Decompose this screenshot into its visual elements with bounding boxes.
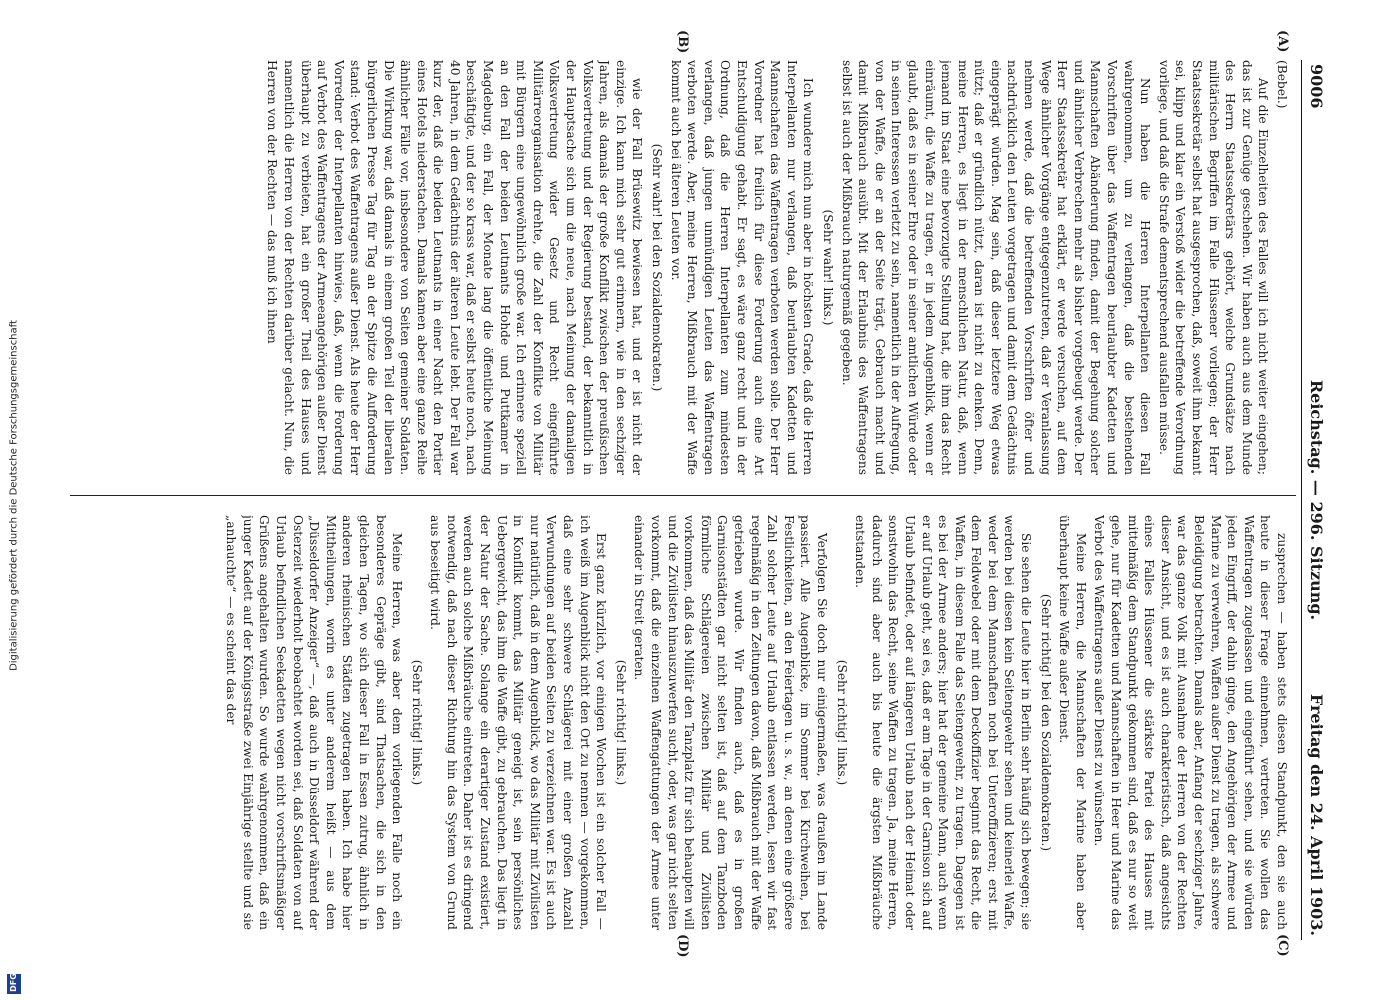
left-column: [70, 60, 1290, 475]
paragraph: Meine Herren, die Mannschaften der Marine haben aber überhaupt keine Waffe außer Dienst.: [1057, 515, 1088, 930]
header-date: Freitag den 24. April 1903.: [1307, 693, 1326, 936]
header-title: Reichstag. — 296. Sitzung.: [1307, 379, 1326, 621]
paragraph: Nun haben die Herren Interpellanten diesen Fall wahrgenommen, um zu verlangen, daß die bestehenden Vorschriften über das Waffentragen beurlaubter Kadetten und Mannschaften Abänderung finden, damit der Begehung solcher und ähnlicher Verbrechen mehr als bisher vorgebeugt werde. Der Herr Staatssekretär hat erklärt, er werde versuchen, auf dem Wege ähnlicher Vorgänge entgegenzutreten, daß er Veranlassung nehmen werde, daß die betreffenden Vorschriften öfter und nachdrücklich den Leuten vorgetragen und damit dem Gedächtnis eingeprägt würden. Mag sein, daß dieser letztere Weg etwas nützt; daß er gründlich nützt, daran ist nicht zu denken. Denn, meine Herren, es liegt in der menschlichen Natur, daß, wenn jemand im Staat eine bevorzugte Stellung hat, die ihm das Recht einräumt, die Waffe zu tragen, er in jedem Augenblick, wenn er glaubt, daß es in seiner Ehre oder in seiner amtlichen Würde oder in seinen Interessen verletzt zu sein, namentlich in der Aufregung, von der Waffe, die er an der Seite trägt, Gebrauch macht und damit Mißbrauch ausübt. Mit der Erlaubnis des Waffentragens selbst ist auch der Mißbrauch naturgemäß gegeben.: [839, 60, 1153, 475]
digitization-credit-strip: [4, 0, 20, 1000]
page-number: 9006: [1307, 64, 1326, 109]
margin-marker-b: (B): [675, 30, 690, 54]
paragraph: Ich wundere mich nun aber in höchsten Grade, daß die Herren Interpellanten nur verlangen, daß beurlaubten Kadetten und Mannschaften das Waffentragen verboten werden solle. Der Herr Vorredner hat freilich für diese Forderung auch eine Art Entschuldigung gehabt. Er sagt, es wäre ganz recht und in der Ordnung, daß die Herren Interpellanten zum mindesten verlangen, daß jungen unmündigen Leuten das Waffentragen verboten werde. Aber, meine Herren, Mißbrauch mit der Waffe kommt auch bei älteren Leuten vor.: [668, 60, 816, 475]
rotated-page: [50, 30, 1330, 958]
paragraph: Verfolgen Sie doch nur einigermaßen, was draußen im Lande passiert. Alle Augenblicke, im Sommer bei Kirchweihen, bei Festlichkeiten, an den Feiertagen u. s. w., an denen eine größere Zahl solcher Leute auf Urlaub entlassen werden, lesen wir fast regelmäßig in den Zeitungen davon, daß Mißbrauch mit der Waffe getrieben wurde. Wir finden auch, daß es in großen Garnisonstädten gar nicht selten ist, daß auf dem Tanzboden förmliche Schlägereien zwischen Militär und Zivilisten vorkommen, daß das Militär den Tanzplatz für sich behaupten will und die Zivilisten hinauszuwerfen sucht, oder, was gar nicht selten vorkommt, daß die einzelnen Waffengattungen der Armee unter einander in Streit geraten.: [632, 515, 829, 930]
interjection: (Sehr richtig! links.): [613, 659, 628, 786]
interjection: (Sehr wahr! links.): [820, 209, 835, 326]
interjection: (Sehr wahr! bei den Sozialdemokraten.): [650, 143, 665, 392]
paragraph: Meine Herren, was aber dem vorliegenden Falle noch ein besonderes Gepräge gibt, sind Thatsachen, die sich in den gleichen Tagen, wo sich dieser Fall in Essen zutrug, ähnlich in anderen rheinischen Städten zugetragen haben. Ich habe hier Mittheilungen, worin es unter anderem heißt — aus dem „Düsseldorfer Anzeiger“ —, daß auch in Düsseldorf während der Osterzeit wiederholt beobachtet worden sei, daß Soldaten von auf Urlaub befindlichen Seekadetten wegen nicht vorschriftsmäßiger Grüßens angehalten wurden. So wurde wahrgenommen, daß ein junger Kadett auf der Königsstraße zwei Einjährige stellte und sie „anhauchte“ — es scheint das der: [224, 515, 405, 930]
right-column: [70, 515, 1290, 930]
digitization-credit-text: Digitalisierung gefördert durch die Deutsche Forschungsgemeinschaft: [8, 320, 20, 671]
margin-marker-c: (C): [1275, 934, 1290, 957]
speaker-name: (Bebel.): [1275, 60, 1289, 109]
paragraph: zusprechen — haben stets diesen Standpunkt, den sie auch heute in dieser Frage einnehmen, vertreten. Sie wollen das Waffentragen zugelassen und eingeführt sehen, und sie würden jeden Eingriff, der dahin ginge, den Angehörigen der Armee und Marine zu verwehren, Waffen außer Dienst zu tragen, als schwere Beleidigung betrachten. Damals aber, Anfang der sechziger Jahre, war das ganze Volk mit Ausnahme der Herren von der Rechten dieser Ansicht, und es ist auch charakteristisch, daß angesichts eines Falles Hüssener die stärkste Partei des Hauses mit mittelmäßig dem Standpunkt gekommen sind, daß es nur so weit gehe, nur für Kadetten und Mannschaften in Heer und Marine das Verbot des Waffentragens außer Dienst zu wünschen.: [1092, 515, 1289, 930]
margin-marker-d: (D): [675, 934, 690, 958]
page-header: [1301, 60, 1330, 940]
paragraph: Sie sehen die Leute hier in Berlin sehr häufig sich bewegen; sie werden bei diesen kein Seitengewehr sehen und keinerlei Waffe, weder bei dem Mannschaften noch bei Unteroffizieren; erst mit dem Feldwebel oder mit dem Deckoffizier beginnt das Recht, die Waffen, in diesem Falle das Seitengewehr, zu tragen. Dagegen ist es bei der Armee anders; hier hat der gemeine Mann, auch wenn er auf Urlaub geht, sei es, daß er am Tage in der Garnison sich auf Urlaub befindet, oder auf längeren Urlaub nach der Heimat oder sonstwohin das Recht, seine Waffen zu tragen. Ja, meine Herren, dadurch sind aber auch bis heute die ärgsten Mißbräuche entstanden.: [853, 515, 1034, 930]
paragraph: wie der Fall Brüsewitz bewiesen hat, und er ist nicht der einzige. Ich kann mich sehr gut erinnern, wie in den sechziger Jahren, als damals der große Konflikt zwischen der preußischen Volksvertretung und der Regierung bestand, der bekanntlich in der Hauptsache sich um die neue, nach Meinung der damaligen Volksvertretung wider Gesetz und Recht eingeführte Militärreorganisation drehte, die Zahl der Konflikte von Militär mit Bürgern eine ungewöhnlich große war. Ich erinnere speziell an den Fall der beiden Leutnants Hohde und Puttkamer in Magdeburg, ein Fall, der Monate lang die öffentliche Meinung beschäftigte, und der so krass war, daß er selbst heute noch, nach 40 Jahren, in dem Gedächtnis der älteren Leute lebt. Der Fall war kurz der, daß die beiden Leutnants in einer Nacht den Portier eines Hotels niederstachen. Damals kamen aber eine ganze Reihe ähnlicher Fälle vor, insbesondere von Seiten gemeiner Soldaten. Die Wirkung war, daß damals in einem großen Teil der liberalen bürgerlichen Presse Tag für Tag an der Spitze die Aufforderung stand: Verbot des Waffentragens außer Dienst. Als heute der Herr Vorredner der Interpellanten hinwies, daß, wenn die Forderung auf Verbot des Waffentragens der Armeeangehörigen außer Dienst überhaupt zu verbieten, hat ein großer Theil des Hauses und namentlich die Herren von der Rechten darüber gelacht. Nun, die Herren von der Rechten — das muß ich ihnen: [265, 60, 645, 475]
column-divider: [70, 495, 1296, 496]
interjection: (Sehr richtig! bei den Sozialdemokraten.): [1038, 593, 1053, 852]
paragraph: Auf die Einzelheiten des Falles will ich nicht weiter eingehen; das ist zur Genüge geschehen. Wir haben auch aus dem Munde des Herrn Staatssekretärs gehört, welche Grundsätze nach militärischen Begriffen im Falle Hüssener vorliegen; der Herr Staatssekretär selbst hat ausgesprochen, daß, soweit ihm bekannt sei, klipp und klar ein Verstoß wider die betreffende Verordnung vorliege, und daß die Strafe dementsprechend ausfallen müsse.: [1156, 60, 1271, 475]
dfg-logo: DFG: [7, 974, 21, 994]
interjection: (Sehr richtig! links.): [834, 659, 849, 786]
margin-marker-a: (A): [1275, 30, 1290, 53]
interjection: (Sehr richtig! links.): [409, 659, 424, 786]
paragraph: Erst ganz kürzlich, vor einigen Wochen ist ein solcher Fall — ich weiß im Augenblick nicht den Ort zu nennen — vorgekommen, daß eine sehr schwere Schlägerei mit einer großen Anzahl Verwundungen auf beiden Seiten zu verzeichnen war. Es ist auch nur natürlich, daß in dem Augenblick, wo das Militär mit Zivilisten in Konflikt kommt, das Militär geneigt ist, sein persönliches Uebergewicht, das ihm die Waffe gibt, zu gebrauchen. Das liegt in der Natur der Sache. Solange ein derartiger Zustand existiert, werden auch solche Mißbräuche eintreten. Daher ist es dringend notwendig, daß nach dieser Richtung hin das System von Grund aus beseitigt wird.: [428, 515, 609, 930]
